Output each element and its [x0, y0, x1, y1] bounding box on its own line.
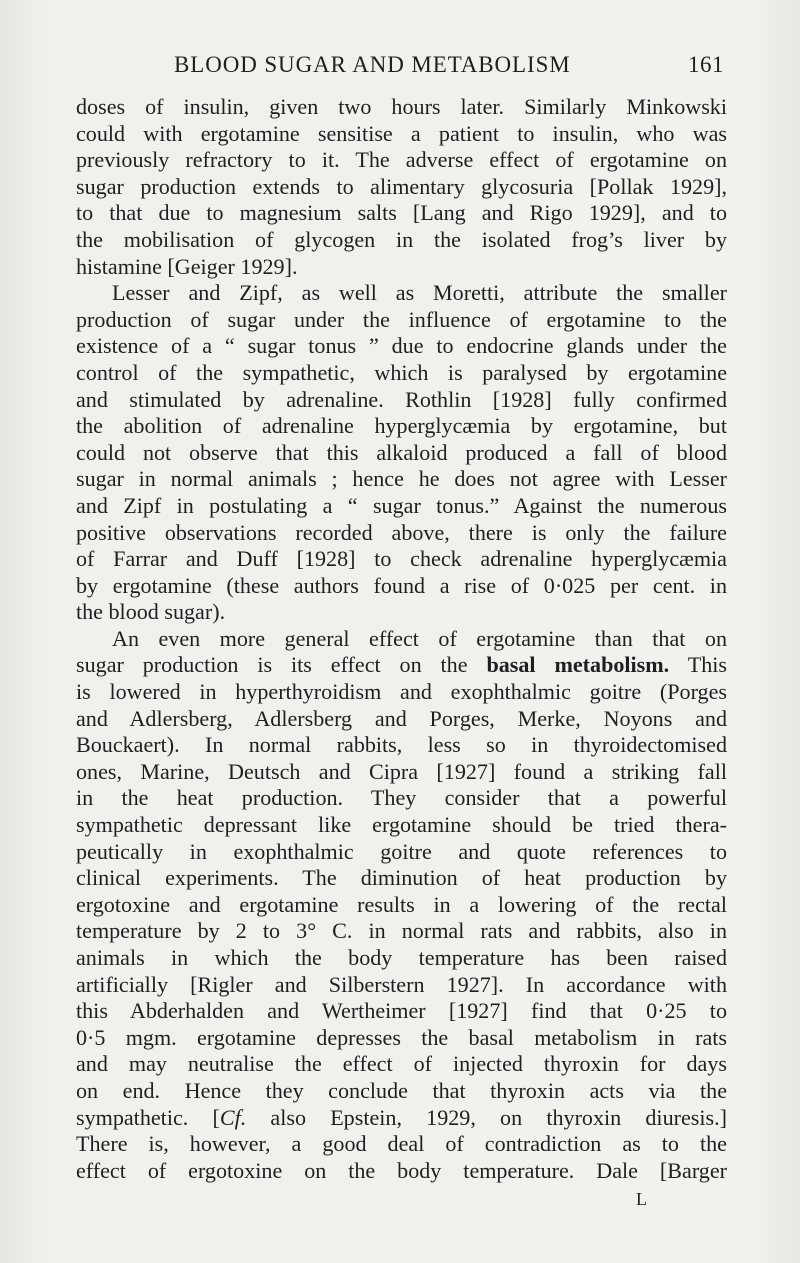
text-line: control of the sympathetic, which is paralysed by ergotamine: [76, 359, 727, 385]
text-line: is lowered in hyperthyroidism and exophthalmic goitre (Porges: [76, 679, 727, 705]
text-line: in the heat production. They consider that a powerful: [76, 785, 727, 811]
text-line: 0·5 mgm. ergotamine depresses the basal metabolism in rats: [76, 1024, 727, 1050]
page-number: 161: [688, 52, 724, 77]
text-run: also Epstein, 1929, on thyroxin diuresis.]: [246, 1104, 727, 1130]
text-line: ergotoxine and ergotamine results in a lowering of the rectal: [76, 891, 727, 917]
cf-abbreviation: Cf.: [219, 1104, 247, 1130]
text-line: production of sugar under the influence of ergotamine to the: [76, 306, 727, 332]
text-line: clinical experiments. The diminution of heat production by: [76, 865, 727, 891]
text-line: sugar production extends to alimentary glycosuria [Pollak 1929],: [76, 173, 727, 199]
text-line: the mobilisation of glycogen in the isolated frog’s liver by: [76, 226, 727, 252]
text-line: animals in which the body temperature has been raised: [76, 945, 727, 970]
text-line: There is, however, a good deal of contradiction as to the: [76, 1131, 727, 1157]
text-line: of Farrar and Duff [1928] to check adrenaline hyperglycæmia: [76, 546, 727, 572]
text-line: and Adlersberg, Adlersberg and Porges, Merke, Noyons and: [76, 705, 727, 731]
text-line: positive observations recorded above, there is only the failure: [76, 519, 727, 545]
text-run: sugar production is its effect on the: [76, 652, 487, 678]
running-title: BLOOD SUGAR AND METABOLISM: [174, 52, 571, 77]
text-line: ones, Marine, Deutsch and Cipra [1927] found a striking fall: [76, 758, 727, 784]
text-line: An even more general effect of ergotamine than that on: [112, 625, 727, 651]
text-line: artificially [Rigler and Silberstern 1927]. In accordance with: [76, 971, 727, 997]
text-line: histamine [Geiger 1929].: [76, 253, 298, 279]
text-line: and Zipf in postulating a “ sugar tonus.” Against the numerous: [76, 492, 727, 518]
text-line: and stimulated by adrenaline. Rothlin [1928] fully confirmed: [76, 386, 727, 412]
text-line: effect of ergotoxine on the body temperature. Dale [Barger: [76, 1157, 727, 1183]
paragraph-3: [76, 626, 727, 1184]
text-line: doses of insulin, given two hours later. Similarly Minkowski: [76, 94, 727, 119]
text-run: sympathetic. [: [76, 1104, 220, 1130]
text-run: This: [669, 652, 727, 678]
signature-mark: L: [636, 1189, 647, 1209]
text-line: sympathetic depressant like ergotamine should be tried thera-: [76, 812, 727, 838]
text-line: [76, 652, 727, 679]
text-line: could not observe that this alkaloid produced a fall of blood: [76, 439, 727, 465]
text-line: temperature by 2 to 3° C. in normal rats and rabbits, also in: [76, 918, 727, 944]
text-line: Lesser and Zipf, as well as Moretti, attribute the smaller: [112, 280, 727, 306]
text-line: by ergotamine (these authors found a rise of 0·025 per cent. in: [76, 572, 727, 598]
text-line: sugar in normal animals ; hence he does not agree with Lesser: [76, 466, 727, 492]
text-line: could with ergotamine sensitise a patient to insulin, who was: [76, 120, 727, 146]
text-line: Bouckaert). In normal rabbits, less so in thyroidectomised: [76, 732, 727, 758]
paragraph-2: [76, 280, 727, 626]
basal-metabolism-term: basal metabolism.: [486, 652, 670, 678]
text-line: peutically in exophthalmic goitre and quote references to: [76, 838, 727, 864]
text-line: the abolition of adrenaline hyperglycæmia by ergotamine, but: [76, 413, 727, 439]
text-line: and may neutralise the effect of injected thyroxin for days: [76, 1051, 727, 1077]
text-line: previously refractory to it. The adverse effect of ergotamine on: [76, 147, 727, 173]
text-line: on end. Hence they conclude that thyroxin acts via the: [76, 1077, 727, 1103]
text-line: to that due to magnesium salts [Lang and Rigo 1929], and to: [76, 200, 727, 226]
paragraph-1: [76, 94, 727, 280]
body-text: [76, 94, 727, 1184]
text-line: this Abderhalden and Wertheimer [1927] find that 0·25 to: [76, 998, 727, 1024]
text-line: the blood sugar).: [76, 599, 226, 625]
text-line: [76, 1105, 727, 1132]
text-line: existence of a “ sugar tonus ” due to endocrine glands under the: [76, 333, 727, 359]
running-head: [76, 50, 726, 84]
